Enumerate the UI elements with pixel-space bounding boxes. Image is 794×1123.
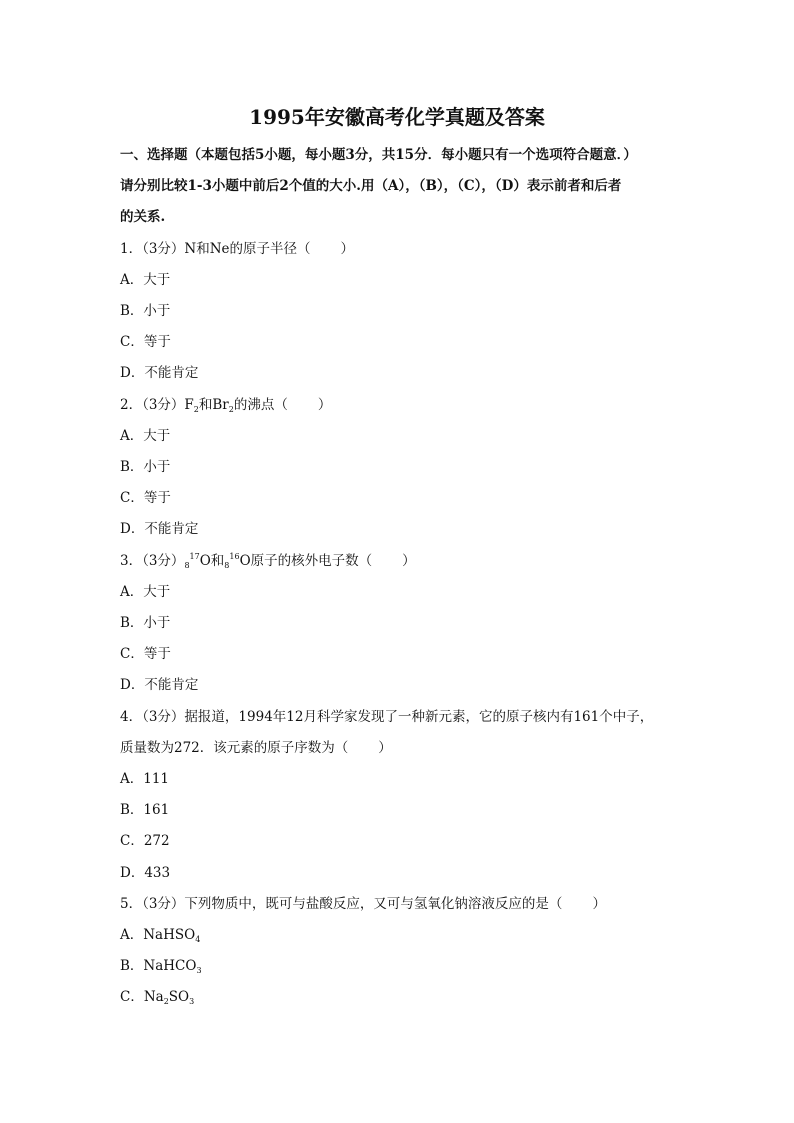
question-2-option-b: B．小于 [120, 459, 171, 476]
question-3-option-d: D．不能肯定 [120, 677, 199, 694]
question-4-option-a: A．111 [120, 771, 170, 788]
question-3-option-b: B．小于 [120, 615, 171, 632]
question-3-stem: 3．（3分）$_8^{17}O$和$_8^{16}$O原子的核外电子数（ ） [120, 551, 416, 570]
question-5-option-b: B．NaHCO$_3$ [120, 958, 202, 976]
question-1-stem: 1．（3分）N和Ne的原子半径（ ） [120, 240, 355, 257]
question-4-option-c: C．272 [120, 833, 170, 850]
section-heading: 一、选择题（本题包括5小题，每小题3分，共15分．每小题只有一个选项符合题意．） [120, 147, 637, 163]
question-5-option-c: C．$Na_2SO_3$ [120, 989, 195, 1007]
question-1-option-a: A．大于 [120, 271, 171, 288]
question-4-stem: 4．（3分）据报道，1994年12月科学家发现了一种新元素，它的原子核内有161个中子， [120, 708, 654, 725]
question-1-option-c: C．等于 [120, 334, 171, 351]
section-instruction: 请分别比较1-3小题中前后2个值的大小.用（A），（B），（C），（D）表示前者和后者 [120, 178, 622, 195]
question-2-option-a: A．大于 [120, 427, 171, 444]
question-1-option-b: B．小于 [120, 303, 171, 320]
question-4-option-d: D．433 [120, 864, 171, 881]
question-1-option-d: D．不能肯定 [120, 365, 199, 382]
question-5-stem: 5．（3分）下列物质中，既可与盐酸反应，又可与氢氧化钠溶液反应的是（ ） [120, 895, 606, 912]
question-5-option-a: A．NaHSO$_4$ [120, 927, 201, 945]
section-instruction-cont: 的关系. [120, 209, 166, 226]
page-title: 1995年安徽高考化学真题及答案 [249, 105, 545, 129]
question-3-option-c: C．等于 [120, 646, 171, 663]
question-2-stem: 2．（3分）$F_2$和$Br_2$的沸点（ ） [120, 396, 332, 414]
question-2-option-d: D．不能肯定 [120, 521, 199, 538]
question-2-option-c: C．等于 [120, 490, 171, 507]
question-4-option-b: B．161 [120, 802, 170, 819]
question-list [120, 140, 690, 1014]
question-4-stem-cont: 质量数为272．该元素的原子序数为（ ） [120, 739, 392, 756]
question-3-option-a: A．大于 [120, 583, 171, 600]
